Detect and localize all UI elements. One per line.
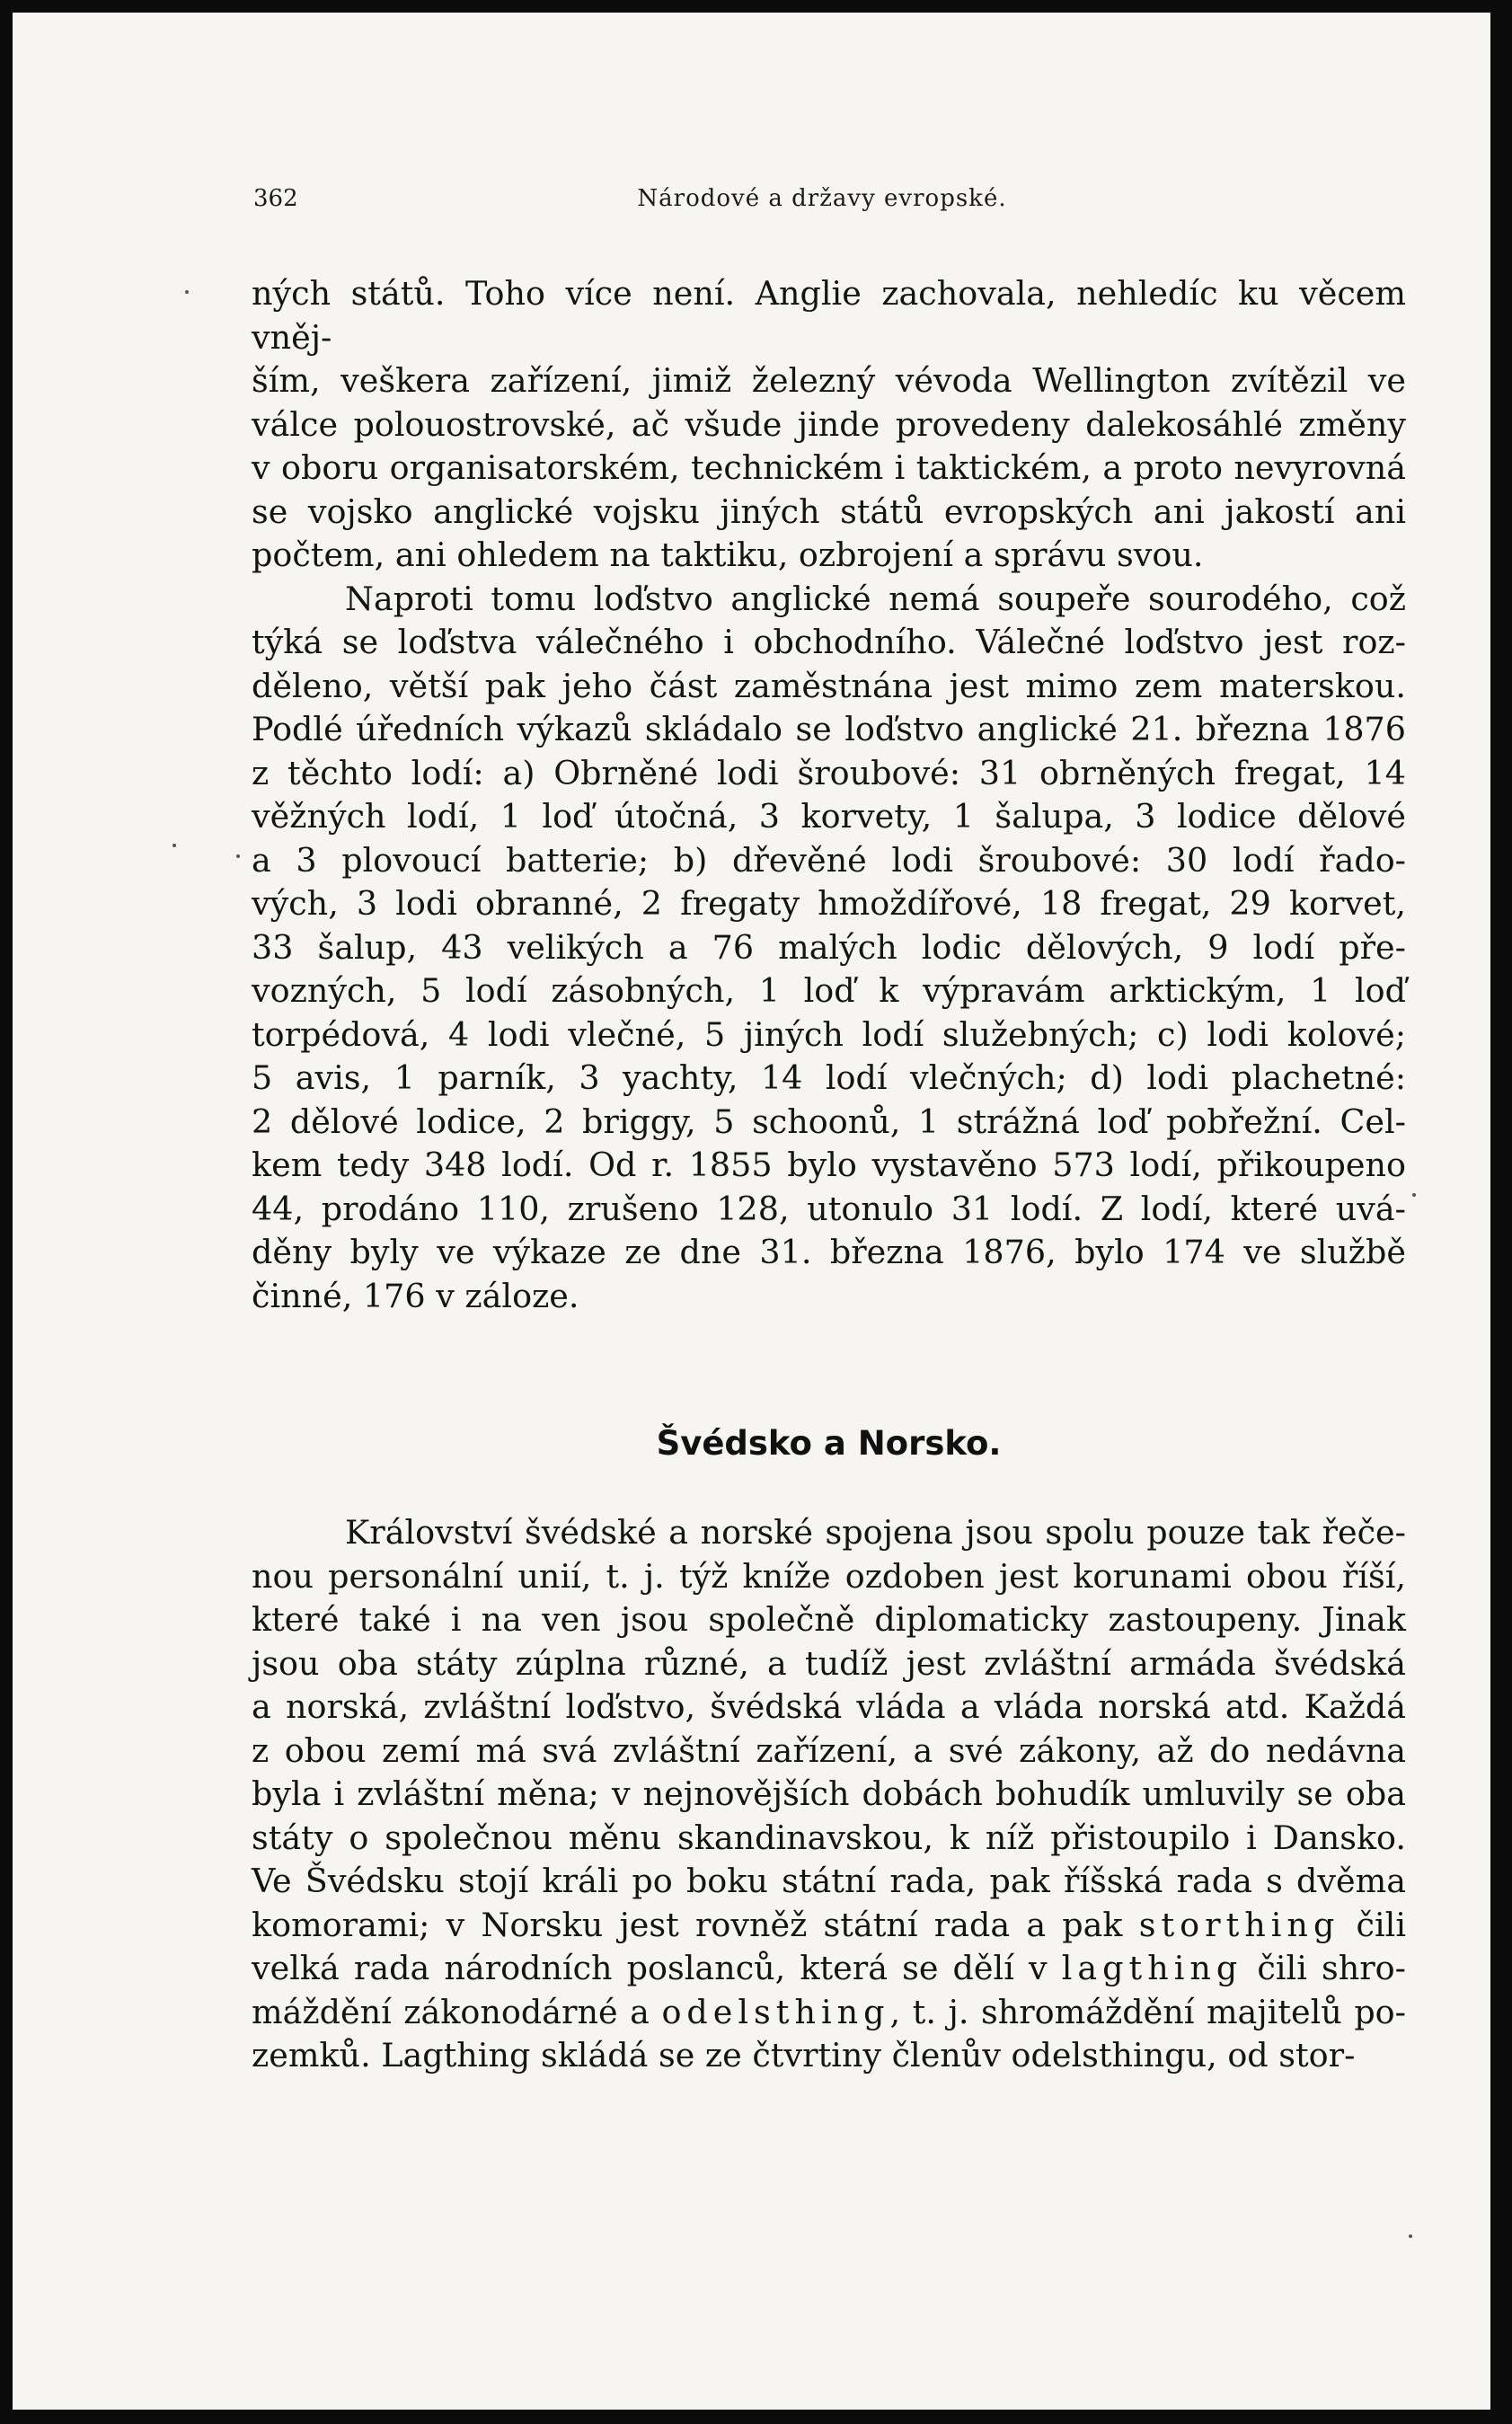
text-line: 2 dělové lodice, 2 briggy, 5 schoonů, 1 strážná loď pobřežní. Cel- [252, 1101, 1406, 1141]
text-run: čili [1340, 1905, 1406, 1944]
text-line: z obou zemí má svá zvláštní zařízení, a své zákony, až do nedávna [252, 1730, 1406, 1770]
text-line: v oboru organisatorském, technickém i taktickém, a proto nevyrovná [252, 448, 1406, 487]
scan-speck [1409, 2234, 1412, 2238]
text-run: máždění zákonodárné a [252, 1992, 662, 2031]
page-number: 362 [253, 185, 298, 212]
text-line: 44, prodáno 110, zrušeno 128, utonulo 31 lodí. Z lodí, které uvá- [252, 1189, 1406, 1228]
text-line: a 3 plovoucí batterie; b) dřevěné lodi šroubové: 30 lodí řado- [252, 840, 1406, 880]
scan-speck [236, 854, 240, 858]
text-line: byla i zvláštní měna; v nejnovějších dobách bohudík umluvily se oba [252, 1774, 1406, 1813]
text-line: věžných lodí, 1 loď útočná, 3 korvety, 1 šalupa, 3 lodice dělové [252, 797, 1406, 836]
text-line: které také i na ven jsou společně diplomaticky zastoupeny. Jinak [252, 1600, 1406, 1639]
paragraph-union [252, 1511, 1406, 2078]
text-line: děleno, větší pak jeho část zaměstnána jest mimo zem materskou. [252, 666, 1406, 705]
text-line: torpédová, 4 lodi vlečné, 5 jiných lodí služebných; c) lodi kolové; [252, 1014, 1406, 1054]
running-title: Národové a državy evropské. [637, 185, 1007, 212]
text-run: komorami; v Norsku jest rovněž státní rada a pak [252, 1905, 1139, 1944]
text-line: 33 šalup, 43 velikých a 76 malých lodic dělových, 9 lodí pře- [252, 927, 1406, 967]
scan-speck [1412, 1193, 1416, 1197]
text-line [252, 1904, 1406, 1948]
page-header [243, 185, 1401, 221]
spaced-term-storthing: storthing [1138, 1905, 1340, 1944]
text-line: nou personální unií, t. j. týž kníže ozdoben jest korunami obou říší, [252, 1556, 1406, 1596]
text-line: počtem, ani ohledem na taktiku, ozbrojení a správu svou. [252, 535, 1204, 574]
scan-speck [185, 290, 189, 294]
text-line: 5 avis, 1 parník, 3 yachty, 14 lodí vlečných; d) lodi plachetné: [252, 1058, 1406, 1097]
text-line: vozných, 5 lodí zásobných, 1 loď k výpravám arktickým, 1 loď [252, 971, 1406, 1010]
text-line: kem tedy 348 lodí. Od r. 1855 bylo vystavěno 573 lodí, přikoupeno [252, 1146, 1406, 1184]
text-run: velká rada národních poslanců, která se dělí v [252, 1949, 1062, 1987]
text-run: , t. j. shromáždění majitelů po- [889, 1992, 1406, 2031]
text-line: děny byly ve výkaze ze dne 31. března 1876, bylo 174 ve službě [252, 1233, 1406, 1271]
text-line: ných států. Toho více není. Anglie zachovala, nehledíc ku věcem vněj- [252, 274, 1406, 357]
spaced-term-odelsthing: odelsthing [661, 1992, 890, 2031]
paragraph-navy [252, 578, 1406, 1319]
text-line: zemků. Lagthing skládá se ze čtvrtiny členův odelsthingu, od stor- [252, 2036, 1356, 2075]
text-line: válce polouostrovské, ač všude jinde provedeny dalekosáhlé změny [252, 404, 1406, 444]
text-line: vých, 3 lodi obranné, 2 fregaty hmoždířové, 18 fregat, 29 korvet, [252, 884, 1406, 923]
text-line: Podlé úředních výkazů skládalo se loďstvo anglické 21. března 1876 [252, 710, 1406, 748]
text-line: Ve Švédsku stojí králi po boku státní rada, pak říšská rada s dvěma [252, 1862, 1406, 1900]
text-line: z těchto lodí: a) Obrněné lodi šroubové: 31 obrněných fregat, 14 [252, 753, 1406, 792]
text-line: se vojsko anglické vojsku jiných států evropských ani jakostí ani [252, 491, 1406, 531]
text-line: týká se loďstva válečného i obchodního. Válečné loďstvo jest roz- [252, 623, 1406, 661]
text-line: a norská, zvláštní loďstvo, švédská vláda a vláda norská atd. Každá [252, 1687, 1406, 1726]
section-heading: Švédsko a Norsko. [656, 1424, 1002, 1463]
text-line [252, 1991, 1406, 2035]
paragraph-army [252, 272, 1406, 578]
text-line: Naproti tomu loďstvo anglické nemá soupeře sourodého, což [345, 579, 1406, 618]
section-sweden-norway [252, 1511, 1406, 2078]
text-run: čili shro- [1242, 1949, 1406, 1987]
text-line [252, 1947, 1406, 1991]
text-line: státy o společnou měnu skandinavskou, k níž přistoupilo i Dansko. [252, 1818, 1406, 1857]
text-line: jsou oba státy zúplna různé, a tudíž jest zvláštní armáda švédská [252, 1643, 1406, 1683]
section-england-navy [252, 272, 1406, 1318]
text-line: ším, veškera zařízení, jimiž železný vévoda Wellington zvítězil ve [252, 361, 1406, 400]
spaced-term-lagthing: lagthing [1061, 1949, 1243, 1987]
text-line: Království švédské a norské spojena jsou spolu pouze tak řeče- [345, 1513, 1406, 1552]
text-line: činné, 176 v záloze. [252, 1276, 579, 1315]
scan-speck [172, 844, 176, 847]
